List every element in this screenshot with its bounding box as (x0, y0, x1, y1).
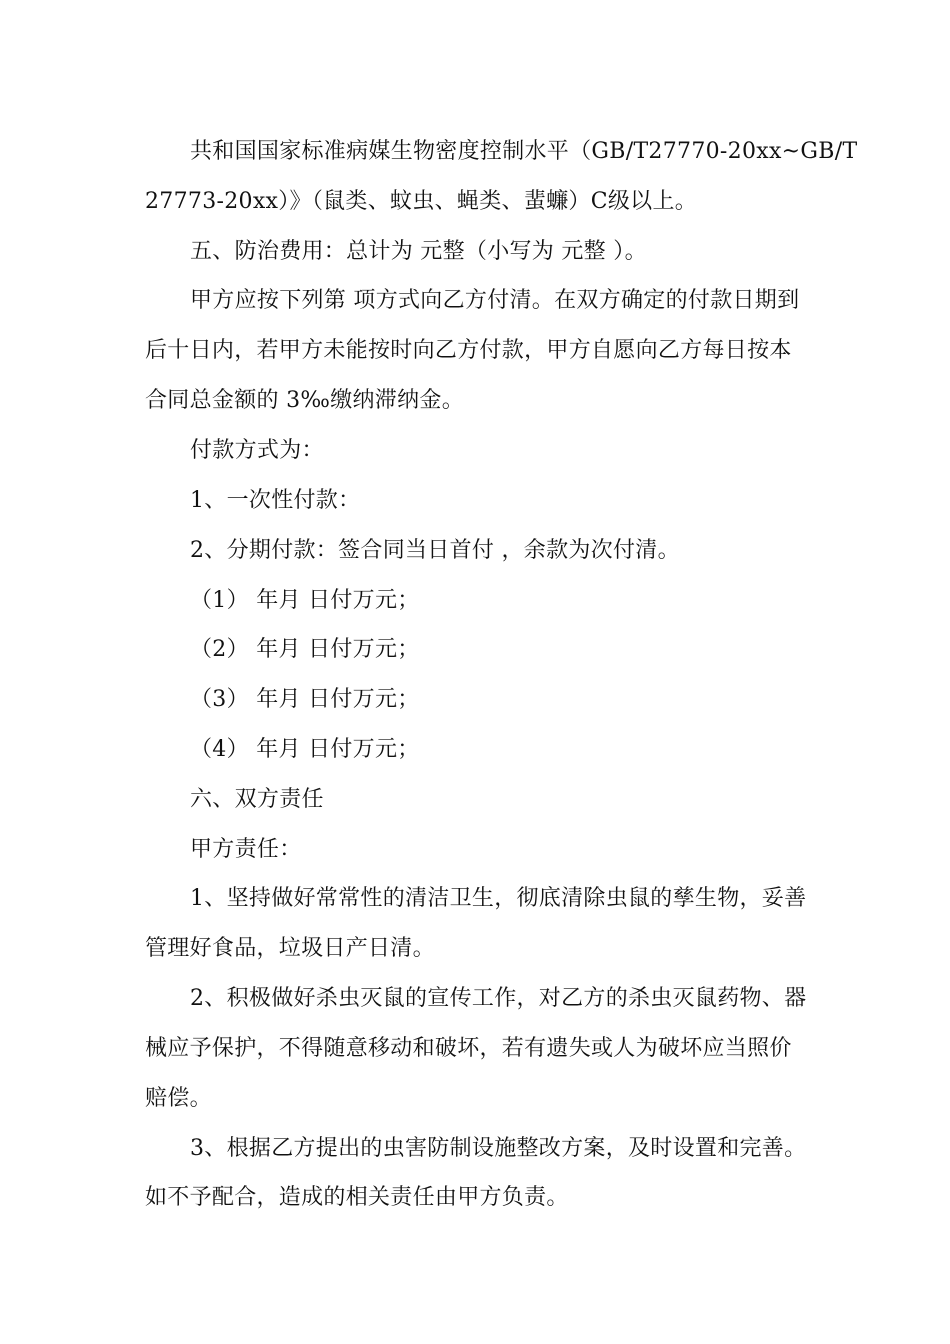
responsibility-1-line-2: 管理好食品，垃圾日产日清。 (145, 936, 435, 961)
party-a-responsibilities-heading: 甲方责任： (190, 837, 302, 862)
payment-clause-line-2: 后十日内，若甲方未能按时向乙方付款，甲方自愿向乙方每日按本 (145, 338, 792, 363)
responsibility-3-line-2: 如不予配合，造成的相关责任由甲方负责。 (145, 1185, 569, 1210)
standard-text-line-2: 27773-20xx）》（鼠类、蚊虫、蝇类、蜚蠊）C级以上。 (145, 189, 698, 214)
responsibility-2-line-3: 赔偿。 (145, 1086, 212, 1111)
installment-item-1: （1） 年月 日付万元； (190, 588, 420, 613)
section-five-fees: 五、防治费用：总计为 元整（小写为 元整 ）。 (190, 239, 647, 264)
payment-method-2: 2、分期付款：签合同当日首付 ，余款为次付清。 (190, 538, 680, 563)
installment-item-2: （2） 年月 日付万元； (190, 637, 420, 662)
payment-method-heading: 付款方式为： (190, 438, 324, 463)
responsibility-2-line-1: 2、积极做好杀虫灭鼠的宣传工作，对乙方的杀虫灭鼠药物、器 (190, 986, 807, 1011)
responsibility-2-line-2: 械应予保护，不得随意移动和破坏，若有遗失或人为破坏应当照价 (145, 1036, 792, 1061)
payment-method-1: 1、一次性付款： (190, 488, 361, 513)
responsibility-1-line-1: 1、坚持做好常常性的清洁卫生，彻底清除虫鼠的孳生物，妥善 (190, 886, 807, 911)
installment-item-4: （4） 年月 日付万元； (190, 737, 420, 762)
responsibility-3-line-1: 3、根据乙方提出的虫害防制设施整改方案，及时设置和完善。 (190, 1136, 807, 1161)
section-six-responsibilities: 六、双方责任 (190, 787, 324, 812)
payment-clause-line-3: 合同总金额的 3‰缴纳滞纳金。 (145, 388, 465, 413)
installment-item-3: （3） 年月 日付万元； (190, 687, 420, 712)
standard-text-line-1: 共和国国家标准病媒生物密度控制水平（GB/T27770-20xx~GB/T (190, 139, 858, 164)
payment-clause-line-1: 甲方应按下列第 项方式向乙方付清。在双方确定的付款日期到 (190, 288, 800, 313)
